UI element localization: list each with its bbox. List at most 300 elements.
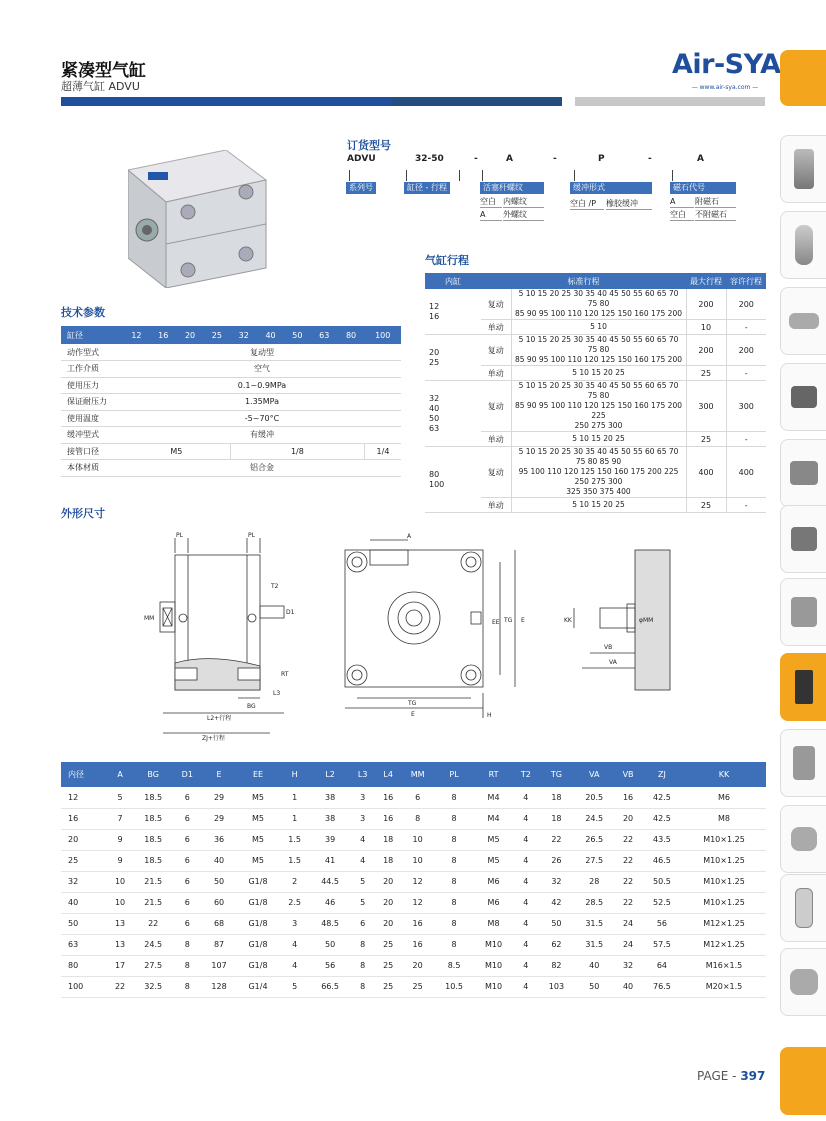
stroke-type: 单动 — [481, 320, 511, 335]
params-bore-header: 63 — [311, 326, 338, 344]
dims-cell: 32 — [614, 955, 642, 976]
order-box-magnet: 磁石代号 — [670, 182, 736, 194]
dimension-drawing — [130, 528, 690, 746]
dims-cell: 20 — [614, 808, 642, 829]
dims-cell: 22 — [614, 850, 642, 871]
dims-cell: 8 — [434, 892, 474, 913]
dims-cell: 42.5 — [642, 808, 682, 829]
solenoid-icon — [791, 527, 817, 551]
stroke-max: 25 — [686, 432, 726, 447]
params-value: -5~70°C — [123, 410, 401, 427]
dims-cell: M4 — [474, 808, 513, 829]
dims-cell: 103 — [539, 976, 574, 997]
dims-cell: 18.5 — [133, 850, 173, 871]
dims-cell: M16×1.5 — [682, 955, 766, 976]
stroke-std: 5 10 15 20 25 — [511, 432, 686, 447]
dims-cell: 24 — [614, 913, 642, 934]
dims-cell: 36 — [201, 829, 236, 850]
dims-cell: G1/4 — [237, 976, 279, 997]
stroke-table — [425, 273, 766, 513]
dims-cell: 32 — [539, 871, 574, 892]
dims-cell: 6 — [401, 787, 434, 808]
magnet-option-code: A — [670, 196, 694, 208]
params-bore-header: 25 — [203, 326, 230, 344]
dims-header: MM — [401, 762, 434, 787]
stroke-bore: 20 25 — [425, 335, 481, 381]
dims-cell: 29 — [201, 787, 236, 808]
table-row — [61, 787, 766, 808]
filter-icon — [795, 225, 813, 265]
dims-cell: 4 — [513, 850, 539, 871]
dims-header: BG — [133, 762, 173, 787]
dims-cell: 1 — [279, 808, 310, 829]
dims-cell: M5 — [474, 850, 513, 871]
dim-label-l3: L3 — [273, 690, 281, 697]
dims-cell: 6 — [173, 871, 201, 892]
table-row — [61, 955, 766, 976]
dims-header: T2 — [513, 762, 539, 787]
brand-url: — www.air-sya.com — — [691, 84, 759, 91]
stroke-header: 容许行程 — [726, 273, 766, 289]
dims-cell: 4 — [513, 976, 539, 997]
dims-cell: 10 — [401, 829, 434, 850]
stroke-type: 复动 — [481, 289, 511, 320]
params-label: 保证耐压力 — [61, 394, 123, 411]
dims-cell: 20 — [401, 955, 434, 976]
dims-cell: 20.5 — [574, 787, 614, 808]
params-value: 空气 — [123, 361, 401, 378]
stroke-type: 复动 — [481, 447, 511, 498]
side-tab-10[interactable] — [780, 805, 826, 873]
dims-cell: 8 — [434, 808, 474, 829]
dims-cell: 4 — [513, 871, 539, 892]
params-bore-header: 20 — [177, 326, 204, 344]
dims-cell: 10.5 — [434, 976, 474, 997]
side-tab-4[interactable] — [780, 363, 826, 431]
dims-header: ZJ — [642, 762, 682, 787]
dims-cell: 56 — [642, 913, 682, 934]
dims-cell: 27.5 — [133, 955, 173, 976]
side-tab-6[interactable] — [780, 505, 826, 573]
dims-cell: 42 — [539, 892, 574, 913]
magnet-option-label: 不附磁石 — [695, 209, 736, 221]
stroke-allow: 300 — [726, 381, 766, 432]
params-value: 1/4 — [364, 443, 401, 460]
stroke-max: 400 — [686, 447, 726, 498]
dims-cell: 16 — [375, 808, 401, 829]
dims-cell: 3 — [279, 913, 310, 934]
side-tab-7[interactable] — [780, 578, 826, 646]
thread-option-label: 内螺纹 — [503, 196, 544, 208]
dim-label-pl: PL — [176, 532, 183, 539]
page-title: 紧凑型气缸 — [61, 61, 146, 81]
dims-cell: M6 — [474, 871, 513, 892]
stroke-allow: - — [726, 366, 766, 381]
dims-cell: 17 — [107, 955, 133, 976]
dims-header: VA — [574, 762, 614, 787]
side-tab-5[interactable] — [780, 439, 826, 507]
side-tab-3[interactable] — [780, 287, 826, 355]
dims-cell: 39 — [310, 829, 350, 850]
dims-cell: 5 — [279, 976, 310, 997]
dims-cell: M5 — [237, 787, 279, 808]
dims-cell: 44.5 — [310, 871, 350, 892]
params-title: 技术参数 — [61, 306, 105, 319]
params-value: 1/8 — [230, 443, 364, 460]
params-value: 有缓冲 — [123, 427, 401, 444]
dims-cell: 22 — [614, 829, 642, 850]
params-row — [61, 460, 401, 477]
dim-label-tg: TG — [408, 700, 417, 707]
stroke-bore: 12 16 — [425, 289, 481, 335]
dims-cell: 5 — [107, 787, 133, 808]
side-tab-top[interactable] — [780, 50, 826, 106]
dims-cell: 25 — [401, 976, 434, 997]
dims-cell: 43.5 — [642, 829, 682, 850]
stroke-std: 5 10 15 20 25 30 35 40 45 50 55 60 65 70 75 80 85 90 95 100 110 120 125 150 160 175 200 — [511, 335, 686, 366]
table-row — [61, 976, 766, 997]
dims-cell: 21.5 — [133, 871, 173, 892]
params-value: 铝合金 — [123, 460, 401, 477]
dim-label-a: A — [407, 533, 412, 540]
dims-cell: 107 — [201, 955, 236, 976]
magnet-option-label: 附磁石 — [695, 196, 736, 208]
side-tab-bottom[interactable] — [780, 1047, 826, 1115]
dims-cell: 48.5 — [310, 913, 350, 934]
dim-label-kk: KK — [564, 617, 572, 624]
dims-header: H — [279, 762, 310, 787]
dims-cell: 28 — [574, 871, 614, 892]
dims-header: VB — [614, 762, 642, 787]
dims-cell: M10 — [474, 934, 513, 955]
stroke-allow: 400 — [726, 447, 766, 498]
dims-cell: 50 — [310, 934, 350, 955]
order-box-cushion: 缓冲形式 — [570, 182, 652, 194]
dims-cell: 60 — [201, 892, 236, 913]
dims-cell: M10 — [474, 955, 513, 976]
dims-cell: 50 — [201, 871, 236, 892]
table-row — [61, 913, 766, 934]
dims-cell: 24 — [614, 934, 642, 955]
dims-cell: 21.5 — [133, 892, 173, 913]
dims-cell: 22 — [107, 976, 133, 997]
dims-cell: 6 — [173, 829, 201, 850]
dims-cell: 22 — [539, 829, 574, 850]
stroke-type: 复动 — [481, 335, 511, 366]
dims-cell: 66.5 — [310, 976, 350, 997]
dim-label-h: H — [487, 712, 492, 719]
params-row — [61, 394, 401, 411]
dims-cell: 18 — [539, 808, 574, 829]
dims-header: RT — [474, 762, 513, 787]
dims-cell: 80 — [61, 955, 107, 976]
dims-cell: 10 — [107, 871, 133, 892]
dims-cell: 50 — [539, 913, 574, 934]
dims-cell: 1.5 — [279, 829, 310, 850]
params-bore-header: 12 — [123, 326, 150, 344]
dims-cell: M6 — [682, 787, 766, 808]
dims-header: 内径 — [61, 762, 107, 787]
stroke-allow: - — [726, 498, 766, 513]
dim-label-va: VA — [609, 659, 617, 666]
stroke-header: 内缸 — [425, 273, 481, 289]
dims-cell: 20 — [375, 913, 401, 934]
order-code-dash2: - — [553, 154, 557, 164]
dims-cell: 25 — [375, 955, 401, 976]
order-box-thread: 活塞杆螺纹 — [480, 182, 544, 194]
side-tab-active[interactable] — [780, 653, 826, 721]
dims-cell: 6 — [173, 787, 201, 808]
dims-cell: 16 — [375, 787, 401, 808]
params-row — [61, 427, 401, 444]
dim-label-zj: ZJ+行程 — [202, 735, 225, 742]
dims-cell: 20 — [375, 892, 401, 913]
dims-cell: 6 — [173, 892, 201, 913]
stroke-row — [425, 335, 766, 366]
dims-cell: G1/8 — [237, 934, 279, 955]
params-label: 使用温度 — [61, 410, 123, 427]
dims-cell: 12 — [61, 787, 107, 808]
dims-header: L4 — [375, 762, 401, 787]
dims-cell: 3 — [350, 787, 375, 808]
dims-cell: 82 — [539, 955, 574, 976]
stroke-type: 单动 — [481, 366, 511, 381]
dims-header: PL — [434, 762, 474, 787]
order-code-dash1: - — [474, 154, 478, 164]
dims-cell: 1 — [279, 787, 310, 808]
stroke-allow: - — [726, 320, 766, 335]
stroke-max: 200 — [686, 289, 726, 320]
stroke-row — [425, 289, 766, 320]
dim-label-bg: BG — [247, 703, 256, 710]
dims-cell: 52.5 — [642, 892, 682, 913]
dims-cell: G1/8 — [237, 871, 279, 892]
header-bar-dark — [391, 97, 562, 106]
order-code-thread: A — [506, 154, 513, 164]
dims-cell: 7 — [107, 808, 133, 829]
dims-header: TG — [539, 762, 574, 787]
dims-cell: M10×1.25 — [682, 829, 766, 850]
thread-option-code: A — [480, 209, 502, 221]
dims-cell: 8 — [434, 787, 474, 808]
dims-cell: 12 — [401, 871, 434, 892]
order-title: 订货型号 — [347, 139, 391, 152]
dims-cell: 24.5 — [574, 808, 614, 829]
dims-header: L2 — [310, 762, 350, 787]
valve-icon — [794, 149, 814, 189]
dims-cell: 4 — [513, 787, 539, 808]
params-bore-header: 80 — [338, 326, 365, 344]
connector-icon — [790, 969, 818, 995]
dims-cell: 41 — [310, 850, 350, 871]
params-label: 动作型式 — [61, 344, 123, 361]
order-code-magnet: A — [697, 154, 704, 164]
params-label: 本体材质 — [61, 460, 123, 477]
dims-cell: 25 — [61, 850, 107, 871]
dims-cell: 4 — [513, 829, 539, 850]
header-bar-blue — [61, 97, 391, 106]
params-head-label: 缸径 — [61, 326, 123, 344]
dims-cell: 38 — [310, 808, 350, 829]
stroke-max: 25 — [686, 366, 726, 381]
stroke-std: 5 10 15 20 25 30 35 40 45 50 55 60 65 70 75 80 85 90 95 100 110 120 125 150 160 175 200 225 250 275 300 325 350 375 400 — [511, 447, 686, 498]
dims-cell: M10×1.25 — [682, 850, 766, 871]
dims-cell: 24.5 — [133, 934, 173, 955]
dims-cell: G1/8 — [237, 892, 279, 913]
table-row — [61, 871, 766, 892]
dims-cell: M10×1.25 — [682, 892, 766, 913]
dims-cell: 9 — [107, 829, 133, 850]
dims-cell: 100 — [61, 976, 107, 997]
dims-cell: 8 — [434, 913, 474, 934]
cylinder-photo — [128, 150, 268, 288]
dims-cell: 16 — [401, 934, 434, 955]
side-tab-1[interactable] — [780, 135, 826, 203]
dim-label-rt: RT — [281, 671, 289, 678]
dims-header: A — [107, 762, 133, 787]
dims-cell: 5 — [350, 871, 375, 892]
page-prefix: PAGE - — [697, 1069, 741, 1083]
order-box-bore: 缸径 - 行程 — [404, 182, 450, 194]
params-label: 接管口径 — [61, 443, 123, 460]
side-tab-2[interactable] — [780, 211, 826, 279]
dims-cell: 27.5 — [574, 850, 614, 871]
dims-cell: M8 — [682, 808, 766, 829]
dims-cell: 22 — [614, 871, 642, 892]
table-row — [61, 934, 766, 955]
dims-cell: M6 — [474, 892, 513, 913]
dims-cell: M5 — [237, 829, 279, 850]
gripper-icon — [791, 597, 817, 627]
dims-cell: 4 — [350, 829, 375, 850]
stroke-allow: 200 — [726, 289, 766, 320]
dims-cell: 28.5 — [574, 892, 614, 913]
dims-cell: 1.5 — [279, 850, 310, 871]
dims-cell: 8 — [173, 955, 201, 976]
dims-cell: 40 — [574, 955, 614, 976]
dim-label-mm: MM — [144, 615, 155, 622]
dim-label-d1: D1 — [286, 609, 295, 616]
dims-cell: 2.5 — [279, 892, 310, 913]
order-code-dash3: - — [648, 154, 652, 164]
params-bore-header: 32 — [230, 326, 257, 344]
dims-cell: 64 — [642, 955, 682, 976]
dims-cell: 22 — [614, 892, 642, 913]
dims-cell: 6 — [173, 913, 201, 934]
dims-cell: 31.5 — [574, 934, 614, 955]
stroke-allow: 200 — [726, 335, 766, 366]
dims-cell: 32 — [61, 871, 107, 892]
dims-cell: 8 — [401, 808, 434, 829]
dims-cell: 25 — [375, 976, 401, 997]
dim-label-phimm: φMM — [639, 617, 654, 624]
params-label: 工作介质 — [61, 361, 123, 378]
dims-cell: 8 — [434, 934, 474, 955]
dims-cell: M5 — [237, 808, 279, 829]
dim-label-tg: TG — [504, 617, 513, 624]
params-row — [61, 344, 401, 361]
side-tab-9[interactable] — [780, 729, 826, 797]
dims-cell: 25 — [375, 934, 401, 955]
params-label: 缓冲型式 — [61, 427, 123, 444]
side-tab-11[interactable] — [780, 874, 826, 942]
dims-cell: 4 — [513, 808, 539, 829]
dims-cell: M20×1.5 — [682, 976, 766, 997]
dims-cell: 8 — [350, 976, 375, 997]
cushion-option-label: 橡胶缓冲 — [606, 198, 652, 210]
dims-cell: 42.5 — [642, 787, 682, 808]
params-bore-header: 50 — [284, 326, 311, 344]
dim-label-e: E — [521, 617, 525, 624]
page-number — [697, 1069, 765, 1083]
stroke-allow: - — [726, 432, 766, 447]
dims-cell: 56 — [310, 955, 350, 976]
dims-cell: 18 — [539, 787, 574, 808]
dims-cell: 128 — [201, 976, 236, 997]
pipe-fitting-icon — [791, 827, 817, 851]
dims-cell: 6 — [350, 913, 375, 934]
silencer-icon — [795, 888, 813, 928]
order-code-series: ADVU — [347, 154, 376, 164]
table-row — [61, 829, 766, 850]
dims-header: E — [201, 762, 236, 787]
dims-cell: 50 — [61, 913, 107, 934]
order-code-bore: 32-50 — [415, 154, 444, 164]
dims-cell: 20 — [61, 829, 107, 850]
stroke-std: 5 10 15 20 25 — [511, 366, 686, 381]
dims-cell: 68 — [201, 913, 236, 934]
dims-cell: 2 — [279, 871, 310, 892]
dims-header: KK — [682, 762, 766, 787]
dims-cell: 8 — [173, 976, 201, 997]
params-row — [61, 410, 401, 427]
params-row — [61, 377, 401, 394]
dims-cell: 87 — [201, 934, 236, 955]
dims-cell: 46 — [310, 892, 350, 913]
dims-cell: 3 — [350, 808, 375, 829]
dims-cell: M4 — [474, 787, 513, 808]
params-table — [61, 326, 401, 477]
dims-header: D1 — [173, 762, 201, 787]
table-row — [61, 892, 766, 913]
stroke-std: 5 10 15 20 25 30 35 40 45 50 55 60 65 70 75 80 85 90 95 100 110 120 125 150 160 175 200 — [511, 289, 686, 320]
dims-cell: G1/8 — [237, 913, 279, 934]
dims-cell: 13 — [107, 934, 133, 955]
page-subtitle: 超薄气缸 ADVU — [61, 80, 140, 93]
stroke-std: 5 10 15 20 25 — [511, 498, 686, 513]
dims-header: L3 — [350, 762, 375, 787]
dims-cell: M5 — [474, 829, 513, 850]
dims-cell: 8 — [173, 934, 201, 955]
params-value: M5 — [123, 443, 230, 460]
dims-cell: 13 — [107, 913, 133, 934]
order-box-series: 系列号 — [346, 182, 376, 194]
dims-cell: 8.5 — [434, 955, 474, 976]
regulator-icon — [790, 461, 818, 485]
dims-cell: 20 — [375, 871, 401, 892]
dims-cell: 38 — [310, 787, 350, 808]
dims-cell: 6 — [173, 850, 201, 871]
params-bore-header: 16 — [150, 326, 177, 344]
dims-header: EE — [237, 762, 279, 787]
stroke-title: 气缸行程 — [425, 254, 469, 267]
dim-label-pl: PL — [248, 532, 255, 539]
page-number-value: 397 — [740, 1069, 766, 1083]
dims-cell: 16 — [61, 808, 107, 829]
side-tab-12[interactable] — [780, 948, 826, 1016]
dims-cell: 22 — [133, 913, 173, 934]
dims-cell: 6 — [173, 808, 201, 829]
